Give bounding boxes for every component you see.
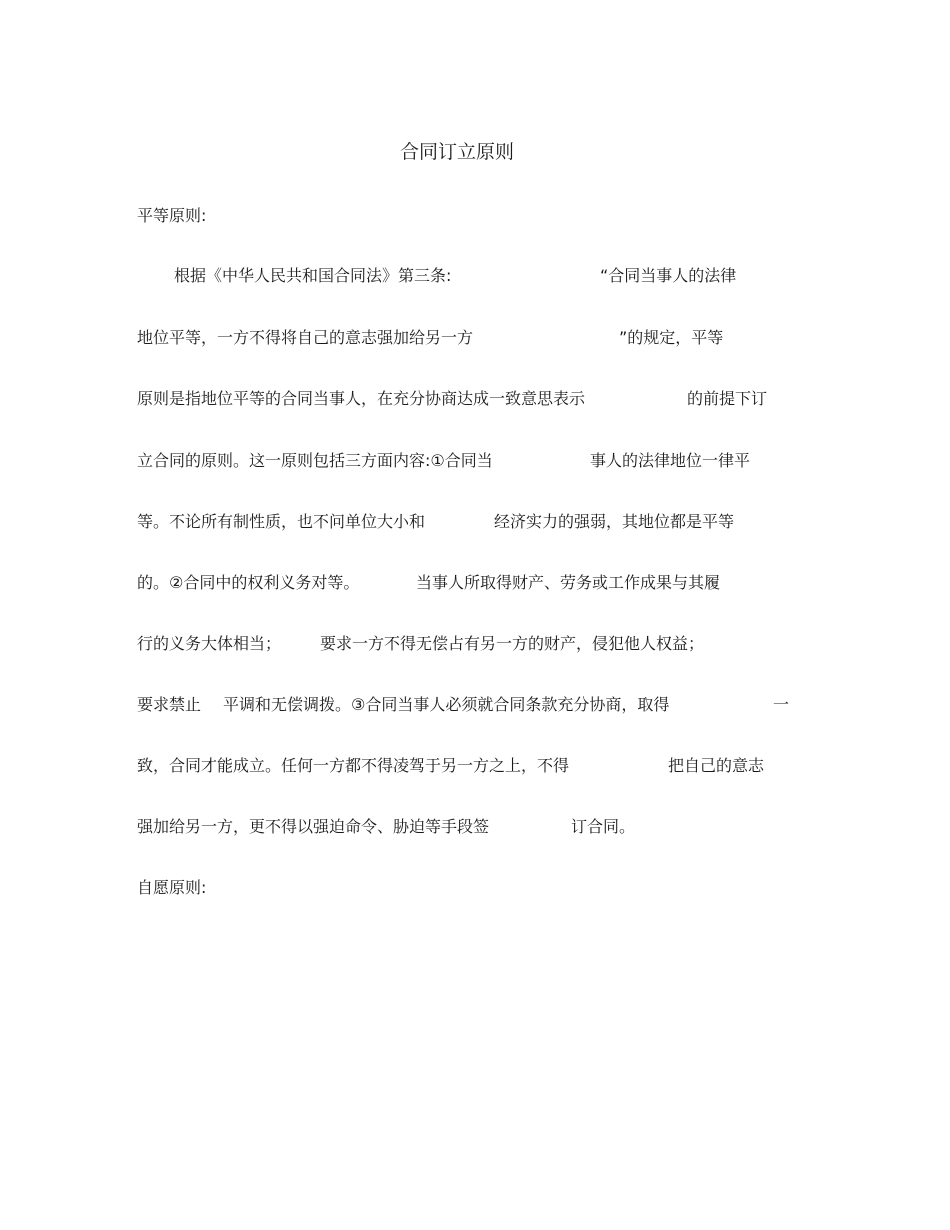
paragraph-line: [137, 450, 797, 472]
text-segment: 事人的法律地位一律平: [590, 451, 751, 470]
paragraph-line: [137, 633, 797, 655]
text-segment: 订合同。: [571, 817, 636, 836]
text-segment: 平调和无偿调拨。③合同当事人必须就合同条款充分协商，取得: [223, 695, 670, 714]
text-segment: 行的义务大体相当；: [137, 634, 282, 653]
text-segment: 根据《中华人民共和国合同法》第三条:: [174, 266, 452, 285]
text-segment: 经济实力的强弱，其地位都是平等: [494, 512, 735, 531]
text-segment: 立合同的原则。这一原则包括三方面内容:①合同当: [137, 451, 493, 470]
paragraph-line: [137, 265, 797, 287]
text-segment: 把自己的意志: [668, 756, 765, 775]
text-segment: 当事人所取得财产、劳务或工作成果与其履: [416, 573, 721, 592]
document-title: 合同订立原则: [399, 141, 514, 163]
paragraph-line: [137, 816, 797, 838]
text-segment: ”的规定，平等: [619, 328, 724, 347]
text-segment: 要求一方不得无偿占有另一方的财产，侵犯他人权益；: [320, 634, 705, 653]
text-segment: 强加给另一方，更不得以强迫命令、胁迫等手段签: [137, 817, 490, 836]
text-segment: 致，合同才能成立。任何一方都不得凌驾于另一方之上，不得: [137, 756, 570, 775]
paragraph-line: [137, 511, 797, 533]
text-segment: 原则是指地位平等的合同当事人，在充分协商达成一致意思表示: [137, 389, 586, 408]
paragraph-line: [137, 694, 797, 716]
paragraph-line: [137, 388, 797, 410]
text-segment: 一: [773, 695, 790, 714]
text-segment: “合同当事人的法律: [600, 266, 737, 285]
paragraph-line: [137, 755, 797, 777]
paragraph-line: [137, 327, 797, 349]
text-segment: 要求禁止: [137, 695, 202, 714]
text-segment: 等。不论所有制性质，也不问单位大小和: [137, 512, 426, 531]
text-segment: 地位平等，一方不得将自己的意志强加给另一方: [137, 328, 474, 347]
text-segment: 的前提下订: [687, 389, 768, 408]
paragraph-line: [137, 572, 797, 594]
section-heading-equality: 平等原则:: [137, 206, 207, 225]
text-segment: 的。②合同中的权利义务对等。: [137, 573, 360, 592]
section-heading-voluntariness: 自愿原则:: [137, 878, 207, 897]
